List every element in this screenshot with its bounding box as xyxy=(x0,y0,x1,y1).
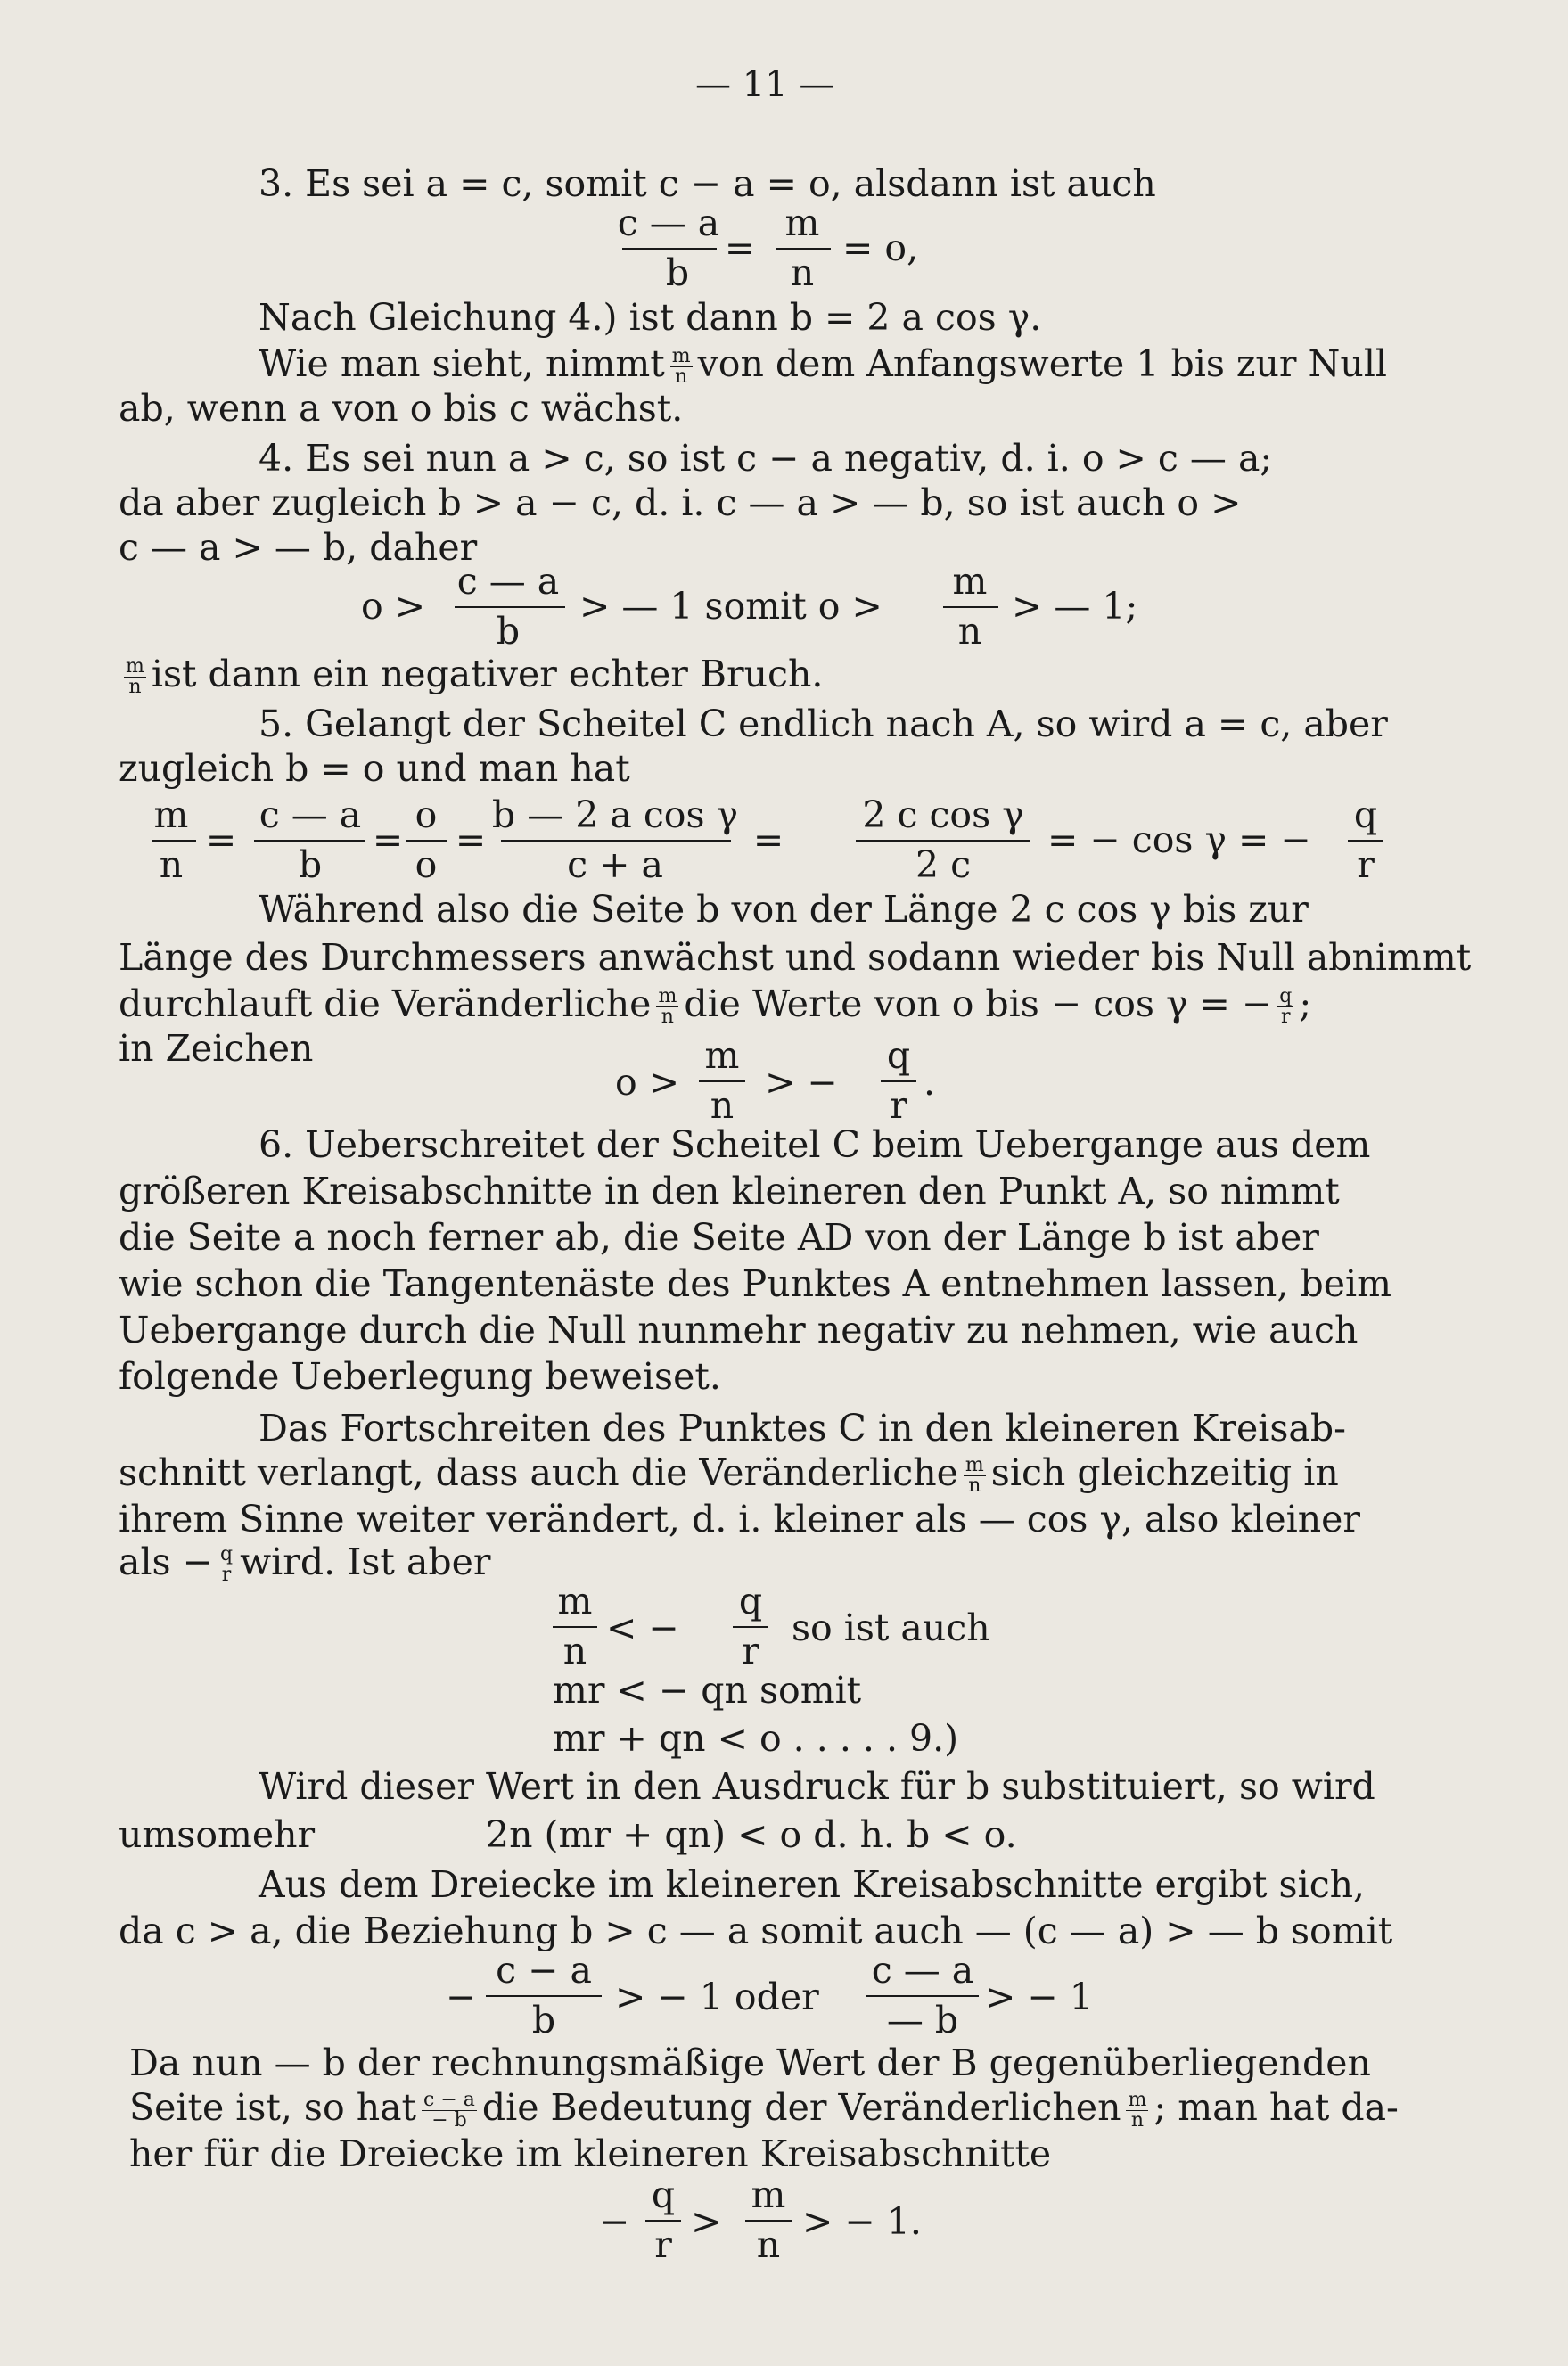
s6-line2: größeren Kreisabschnitte in den kleineren den Punkt A, so nimmt xyxy=(119,1170,1340,1212)
s5-line3: Während also die Seite b von der Länge 2 c cos γ bis zur xyxy=(259,888,1309,931)
s5-sym-mid: > − xyxy=(765,1061,838,1104)
s6-k-den: b xyxy=(531,1999,556,2041)
s6-final-minus: − xyxy=(599,2200,630,2243)
s4-ineq-start: o > xyxy=(361,585,426,628)
s5-sym-bar2 xyxy=(881,1080,916,1082)
s6-ineq-bar2 xyxy=(733,1626,768,1628)
page-number: — 11 — xyxy=(695,64,835,105)
s5-sym-start: o > xyxy=(615,1061,680,1104)
s5-eq-sign2: = xyxy=(372,818,404,861)
s6-k-mid: > − 1 oder xyxy=(615,1976,819,2018)
s5-eq-bar6 xyxy=(1348,840,1383,842)
s5-eq-n: n xyxy=(159,843,184,886)
s4-line1: 4. Es sei nun a > c, so ist c − a negativ, d. i. o > c — a; xyxy=(259,437,1273,480)
s6-line4: wie schon die Tangentenäste des Punktes A entnehmen lassen, beim xyxy=(119,1262,1391,1305)
s6-p4-line1: Aus dem Dreiecke im kleineren Kreisabschnitte ergibt sich, xyxy=(259,1863,1366,1906)
s4-ineq-end: > — 1; xyxy=(1012,585,1138,628)
s6-ineq-tail: so ist auch xyxy=(792,1606,990,1649)
s6-line5: Uebergange durch die Null nunmehr negativ zu nehmen, wie auch xyxy=(119,1309,1359,1351)
s6-k-minus: − xyxy=(446,1976,477,2018)
s3-frac1-bar xyxy=(622,248,717,250)
s6-final-bar1 xyxy=(645,2220,681,2222)
s5-eq-sign4: = xyxy=(752,818,784,861)
s6-k-bar1 xyxy=(486,1995,602,1997)
s3-line1: 3. Es sei a = c, somit c − a = o, alsdann ist auch xyxy=(259,162,1156,205)
s6-p3-line1: Wird dieser Wert in den Ausdruck für b substituiert, so wird xyxy=(259,1765,1375,1808)
s6-p2-line2: schnitt verlangt, dass auch die Veränderliche $\frac{m}{n}$ sich gleichzeitig in xyxy=(119,1451,1339,1497)
s5-eq-sign3: = xyxy=(455,818,487,861)
s5-line1: 5. Gelangt der Scheitel C endlich nach A, so wird a = c, aber xyxy=(259,702,1388,745)
s6-p5-line1: Da nun — b der rechnungsmäßige Wert der B gegenüberliegenden xyxy=(129,2041,1371,2084)
s5-eq-o2: o xyxy=(415,843,438,886)
s6-line3: die Seite a noch ferner ab, die Seite AD von der Länge b ist aber xyxy=(119,1216,1319,1259)
s5-eq-b2a: b — 2 a cos γ xyxy=(491,793,739,836)
s6-ineq-r: r xyxy=(742,1630,759,1672)
s6-ineq3: mr + qn < o . . . . . 9.) xyxy=(553,1717,959,1760)
s5-line5: durchlauft die Veränderliche $\frac{m}{n}$ die Werte von o bis − cos γ = − $\frac{q}{r}$ ; xyxy=(119,982,1312,1028)
s5-line2: zugleich b = o und man hat xyxy=(119,747,630,790)
s5-sym-q: q xyxy=(886,1034,911,1077)
s5-sym-m: m xyxy=(704,1034,740,1077)
s6-ineq-m: m xyxy=(557,1580,593,1623)
s6-line6: folgende Ueberlegung beweiset. xyxy=(119,1355,721,1398)
s6-ineq-q: q xyxy=(738,1580,763,1623)
s4-line4: $\frac{m}{n}$ ist dann ein negativer echter Bruch. xyxy=(126,653,824,698)
s5-eq-bar5 xyxy=(856,840,1030,842)
s6-p2-line3: ihrem Sinne weiter verändert, d. i. kleiner als — cos γ, also kleiner xyxy=(119,1498,1360,1540)
s5-eq-bar4 xyxy=(501,840,731,842)
s6-p3-line2a: umsomehr xyxy=(119,1813,316,1856)
s4-frac2-den: n xyxy=(957,610,982,653)
s5-sym-bar1 xyxy=(699,1080,745,1082)
s5-eq-2ccos: 2 c cos γ xyxy=(862,793,1024,836)
s5-sym-n: n xyxy=(710,1084,735,1127)
s5-eq-ca: c — a xyxy=(259,793,362,836)
s6-final-n: n xyxy=(756,2223,781,2266)
s6-final-q: q xyxy=(651,2173,676,2216)
s5-eq-2c: 2 c xyxy=(915,843,972,886)
s6-final-end: > − 1. xyxy=(802,2200,922,2243)
s6-p5-line3: her für die Dreiecke im kleineren Kreisabschnitte xyxy=(129,2132,1052,2175)
s6-k2-den: — b xyxy=(886,1999,959,2041)
s6-line1: 6. Ueberschreitet der Scheitel C beim Uebergange aus dem xyxy=(259,1123,1371,1166)
s4-frac2-bar xyxy=(943,606,998,608)
s6-final-r: r xyxy=(654,2223,672,2266)
s6-final-m: m xyxy=(751,2173,786,2216)
s4-line3: c — a > — b, daher xyxy=(119,526,478,569)
s3-frac2-num: m xyxy=(784,201,820,244)
s5-eq-b: b xyxy=(298,843,323,886)
s3-line4: ab, wenn a von o bis c wächst. xyxy=(119,387,684,430)
s6-ineq-bar1 xyxy=(553,1626,597,1628)
s5-eq-m: m xyxy=(153,793,189,836)
s5-eq-r: r xyxy=(1357,843,1375,886)
s5-eq-mid: = − cos γ = − xyxy=(1047,818,1311,861)
s4-line2: da aber zugleich b > a − c, d. i. c — a > — b, so ist auch o > xyxy=(119,481,1242,524)
s3-frac2-den: n xyxy=(790,251,815,294)
s6-k-bar2 xyxy=(866,1995,979,1997)
s5-sym-end: . xyxy=(924,1061,936,1104)
s6-k2-num: c — a xyxy=(871,1949,974,1992)
s5-eq-bar3 xyxy=(406,840,447,842)
s6-k-num: c − a xyxy=(496,1949,592,1992)
s6-ineq2: mr < − qn somit xyxy=(553,1669,862,1712)
s3-eq: = xyxy=(724,226,756,269)
s5-eq-bar1 xyxy=(152,840,196,842)
s5-eq-cpa: c + a xyxy=(567,843,663,886)
s6-k-end: > − 1 xyxy=(985,1976,1093,2018)
s6-p2-line4: als − $\frac{q}{r}$ wird. Ist aber xyxy=(119,1540,491,1586)
s4-frac-num: c — a xyxy=(456,560,560,603)
s3-line3: Wie man sieht, nimmt $\frac{m}{n}$ von dem Anfangswerte 1 bis zur Null xyxy=(259,342,1388,388)
s3-frac-tail: = o, xyxy=(842,226,919,269)
s6-p5-line2: Seite ist, so hat $\frac{c - a}{- b}$ die Bedeutung der Veränderlichen $\frac{m}{n}$ ; man hat da- xyxy=(129,2086,1399,2132)
s4-frac2-num: m xyxy=(952,560,988,603)
s5-eq-o1: o xyxy=(415,793,438,836)
s6-ineq-op: < − xyxy=(606,1606,679,1649)
s3-frac1-num: c — a xyxy=(617,201,720,244)
s5-eq-q: q xyxy=(1353,793,1378,836)
s5-eq-bar2 xyxy=(254,840,365,842)
s4-frac-bar xyxy=(455,606,565,608)
s5-eq-sign1: = xyxy=(205,818,237,861)
s6-final-mid: > xyxy=(691,2200,722,2243)
s3-frac1-den: b xyxy=(665,251,690,294)
s4-frac-den: b xyxy=(496,610,521,653)
s5-line6: in Zeichen xyxy=(119,1027,314,1070)
s3-frac2-bar xyxy=(776,248,831,250)
s6-p3-line2b: 2n (mr + qn) < o d. h. b < o. xyxy=(486,1813,1017,1856)
s4-ineq-mid: > — 1 somit o > xyxy=(579,585,883,628)
s5-line4: Länge des Durchmessers anwächst und sodann wieder bis Null abnimmt xyxy=(119,936,1472,979)
s6-ineq-n: n xyxy=(562,1630,587,1672)
s5-sym-r: r xyxy=(890,1084,907,1127)
s6-p4-line2: da c > a, die Beziehung b > c — a somit auch — (c — a) > — b somit xyxy=(119,1910,1393,1952)
s6-final-bar2 xyxy=(745,2220,792,2222)
s3-line2: Nach Gleichung 4.) ist dann b = 2 a cos γ. xyxy=(259,296,1042,339)
s6-p2-line1: Das Fortschreiten des Punktes C in den kleineren Kreisab- xyxy=(259,1407,1346,1450)
